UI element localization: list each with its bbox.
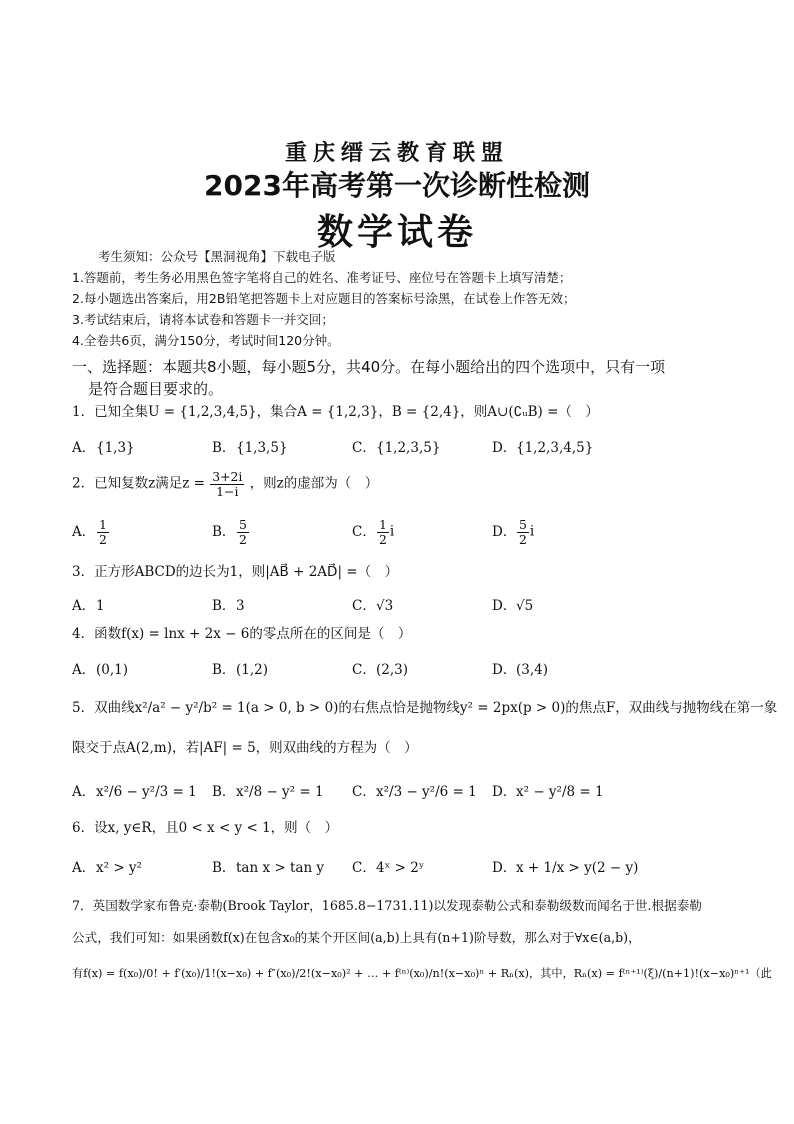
option-a: A． $\frac{1}{2}$ <box>72 517 107 547</box>
question-2-stem: 2．已知复数z满足z = $\frac{3+2i}{1-i}$ ，则z的虚部为（ ） <box>72 469 379 499</box>
option-b: B．x²/8 − y² = 1 <box>212 784 324 800</box>
option-c: C． $\frac{1}{2}$ i <box>352 517 395 547</box>
question-4-options <box>72 658 732 684</box>
question-5-stem: 5．双曲线x²/a² − y²/b² = 1(a > 0, b > 0)的右焦点恰是抛物线y² = 2px(p > 0)的焦点F，双曲线与抛物线在第一象 <box>72 700 778 716</box>
section-heading-line: 一、选择题：本题共8小题，每小题5分，共40分。在每小题给出的四个选项中，只有一项 <box>72 358 666 376</box>
question-5-stem-line2: 限交于点A(2,m)，若|AF| = 5，则双曲线的方程为（ ） <box>72 740 418 756</box>
notice-item: 4.全卷共6页，满分150分，考试时间120分钟。 <box>72 333 340 348</box>
question-7-line: 7．英国数学家布鲁克·泰勒(Brook Taylor，1685.8−1731.11)以发现泰勒公式和泰勒级数而闻名于世.根据泰勒 <box>72 898 702 913</box>
section-heading <box>72 356 732 400</box>
option-c: C．√3 <box>352 598 394 614</box>
question-4-stem: 4．函数f(x) = lnx + 2x − 6的零点所在的区间是（ ） <box>72 626 412 642</box>
option-d: D．x + 1/x > y(2 − y) <box>492 860 639 876</box>
option-c: C．(2,3) <box>352 662 409 678</box>
question-6-options <box>72 856 732 882</box>
option-a: A．1 <box>72 598 105 614</box>
question-3-options <box>72 594 732 620</box>
option-a: A．{1,3} <box>72 440 135 456</box>
option-c: C．4ˣ > 2ʸ <box>352 860 425 876</box>
option-b: B．(1,2) <box>212 662 269 678</box>
org-title: 重庆缙云教育联盟 <box>284 141 509 166</box>
notice-title: 考生须知：公众号【黑洞视角】下载电子版 <box>98 249 336 264</box>
option-d: D． $\frac{5}{2}$ i <box>492 517 535 547</box>
question-2-options <box>72 518 732 552</box>
notice-item: 1.答题前，考生务必用黑色签字笔将自己的姓名、准考证号、座位号在答题卡上填写清楚； <box>72 270 572 285</box>
section-heading-line: 是符合题目要求的。 <box>88 380 224 398</box>
option-c: C．x²/3 − y²/6 = 1 <box>352 784 477 800</box>
option-b: B． $\frac{5}{2}$ <box>212 517 247 547</box>
option-d: D．x² − y²/8 = 1 <box>492 784 604 800</box>
notice-item: 3.考试结束后，请将本试卷和答题卡一并交回； <box>72 312 334 327</box>
option-b: B．{1,3,5} <box>212 440 288 456</box>
question-7-taylor-formula: 有f(x) = f(x₀)/0! + f′(x₀)/1!(x−x₀) + f″(x₀)/2!(x−x₀)² + … + f⁽ⁿ⁾(x₀)/n!(x−x₀)ⁿ + Rₙ(x)，其中，Rₙ(x) = f⁽ⁿ⁺¹⁾(ξ)/(n+1)!(x−x₀)ⁿ⁺¹（此 <box>72 967 772 980</box>
exam-title: 2023年高考第一次诊断性检测 <box>204 169 590 202</box>
question-6-stem: 6．设x, y∈R，且0 < x < y < 1，则（ ） <box>72 820 339 836</box>
option-a: A．x² > y² <box>72 860 142 876</box>
option-d: D．{1,2,3,4,5} <box>492 440 594 456</box>
question-3-stem: 3．正方形ABCD的边长为1，则|AB⃗ + 2AD⃗| =（ ） <box>72 564 399 580</box>
option-c: C．{1,2,3,5} <box>352 440 441 456</box>
option-b: B．3 <box>212 598 245 614</box>
question-1-stem: 1．已知全集U = {1,2,3,4,5}，集合A = {1,2,3}，B = {2,4}，则A∪(∁ᵤB) =（ ） <box>72 404 599 420</box>
fraction: $\frac{3+2i}{1-i}$ <box>212 469 243 499</box>
option-d: D．√5 <box>492 598 534 614</box>
question-7-line: 公式，我们可知：如果函数f(x)在包含x₀的某个开区间(a,b)上具有(n+1)阶导数，那么对于∀x∈(a,b)， <box>72 930 641 945</box>
option-a: A．(0,1) <box>72 662 129 678</box>
question-1-options <box>72 436 732 462</box>
exam-notice <box>72 246 732 351</box>
hyperbola-equation: x²/a² − y²/b² = 1(a > 0, b > 0) <box>134 700 339 716</box>
question-5-options <box>72 780 732 806</box>
option-a: A．x²/6 − y²/3 = 1 <box>72 784 197 800</box>
notice-item: 2.每小题选出答案后，用2B铅笔把答题卡上对应题目的答案标号涂黑，在试卷上作答无效； <box>72 291 576 306</box>
subject-title: 数学试卷 <box>316 212 477 253</box>
option-d: D．(3,4) <box>492 662 549 678</box>
option-b: B．tan x > tan y <box>212 860 325 876</box>
